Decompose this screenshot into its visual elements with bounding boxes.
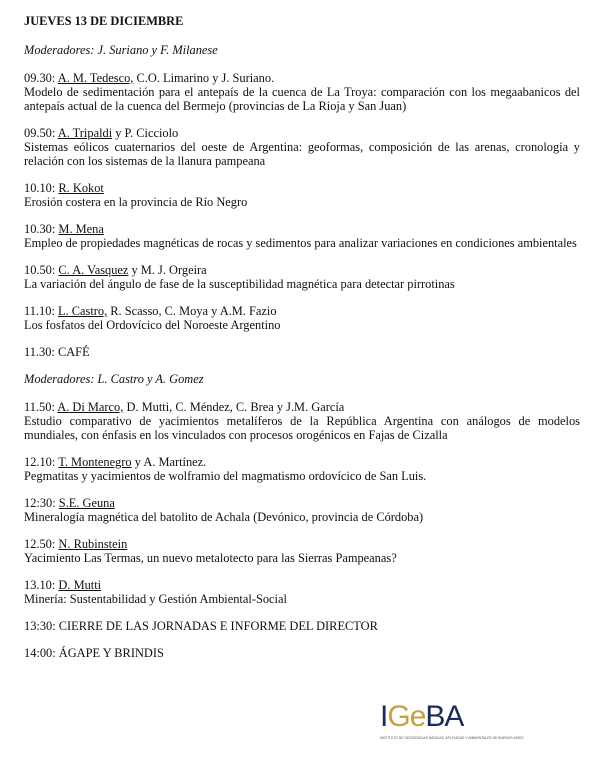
- talk-lead-author: L. Castro,: [57, 304, 108, 318]
- talk-time: 09.50:: [24, 126, 58, 140]
- talk-entry: [24, 400, 580, 442]
- talk-title: Mineralogía magnética del batolito de Achala (Devónico, provincia de Córdoba): [24, 510, 424, 524]
- talk-header: [24, 400, 580, 414]
- talk-entry: [24, 455, 580, 483]
- talk-time: 12.10:: [24, 455, 59, 469]
- talk-header: [24, 537, 580, 551]
- talk-time: 11.50:: [24, 400, 58, 414]
- talk-entry: [24, 496, 580, 524]
- talk-lead-author: S.E. Geuna: [58, 496, 115, 510]
- talk-entry: [24, 222, 580, 250]
- talk-header: [24, 222, 580, 236]
- moderators-session-2: Moderadores: L. Castro y A. Gomez: [24, 372, 204, 386]
- talk-time: 10.10:: [24, 181, 59, 195]
- session-1-talks: [24, 71, 580, 332]
- talk-lead-author: A. Tripaldi: [57, 126, 113, 140]
- talk-header: [24, 263, 580, 277]
- talk-time: 12.50:: [24, 537, 59, 551]
- closing-item: 13:30: CIERRE DE LAS JORNADAS E INFORME DEL DIRECTOR: [24, 619, 378, 633]
- talk-header: [24, 496, 580, 510]
- talk-header: [24, 578, 580, 592]
- talk-header: [24, 304, 580, 318]
- talk-entry: [24, 537, 580, 565]
- moderators-session-1: Moderadores: J. Suriano y F. Milanese: [24, 43, 218, 57]
- talk-header: [24, 181, 580, 195]
- program-document: [24, 14, 580, 673]
- igeba-logo: [380, 700, 524, 746]
- talk-lead-author: A. M. Tedesco,: [57, 71, 134, 85]
- talk-header: [24, 71, 580, 85]
- day-title: JUEVES 13 DE DICIEMBRE: [24, 14, 184, 28]
- talk-time: 12:30:: [24, 496, 59, 510]
- talk-title: Minería: Sustentabilidad y Gestión Ambiental-Social: [24, 592, 287, 606]
- talk-coauthors: y M. J. Orgeira: [128, 263, 207, 277]
- talk-entry: [24, 71, 580, 113]
- talk-title: Empleo de propiedades magnéticas de rocas y sedimentos para analizar variaciones en condiciones ambientales: [24, 236, 577, 250]
- talk-lead-author: R. Kokot: [58, 181, 104, 195]
- talk-entry: [24, 181, 580, 209]
- talk-time: 13.10:: [24, 578, 59, 592]
- logo-tagline: INSTITUTO DE GEOCIENCIAS BÁSICAS, APLICADAS Y AMBIENTALES DE BUENOS AIRES: [380, 736, 524, 740]
- talk-entry: [24, 304, 580, 332]
- talk-lead-author: M. Mena: [58, 222, 104, 236]
- talk-lead-author: T. Montenegro: [58, 455, 132, 469]
- talk-title: Sistemas eólicos cuaternarios del oeste de Argentina: geoformas, composición de las arenas, cronología y relación con los sistemas de la llanura pampeana: [24, 140, 580, 168]
- talk-coauthors: D. Mutti, C. Méndez, C. Brea y J.M. García: [123, 400, 345, 414]
- talk-entry: [24, 578, 580, 606]
- talk-title: Yacimiento Las Termas, un nuevo metalotecto para las Sierras Pampeanas?: [24, 551, 397, 565]
- talk-entry: [24, 126, 580, 168]
- talk-coauthors: y P. Cicciolo: [112, 126, 179, 140]
- talk-lead-author: N. Rubinstein: [58, 537, 128, 551]
- talk-header: [24, 455, 580, 469]
- talk-lead-author: D. Mutti: [58, 578, 102, 592]
- talk-time: 11.10:: [24, 304, 58, 318]
- talk-title: Estudio comparativo de yacimientos metalíferos de la República Argentina con análogos de modelos mundiales, con énfasis en los vinculados con procesos orogénicos en Fajas de Cizalla: [24, 414, 580, 442]
- talk-time: 10.30:: [24, 222, 59, 236]
- talk-lead-author: C. A. Vasquez: [58, 263, 129, 277]
- talk-entry: [24, 263, 580, 291]
- talk-time: 10.50:: [24, 263, 59, 277]
- logo-text: IGeBA: [380, 700, 464, 733]
- talk-coauthors: C.O. Limarino y J. Suriano.: [133, 71, 275, 85]
- coffee-break: 11.30: CAFÉ: [24, 345, 90, 359]
- talk-title: Modelo de sedimentación para el antepaís de la cuenca de La Troya: comparación con los megaabanicos del antepaís actual de la cuenca del Bermejo (provincias de La Rioja y San Juan): [24, 85, 580, 113]
- talk-header: [24, 126, 580, 140]
- talk-title: Erosión costera en la provincia de Río Negro: [24, 195, 248, 209]
- talk-title: Pegmatitas y yacimientos de wolframio del magmatismo ordovícico de San Luis.: [24, 469, 427, 483]
- talk-title: Los fosfatos del Ordovícico del Noroeste Argentino: [24, 318, 281, 332]
- session-2-talks: [24, 400, 580, 606]
- talk-coauthors: y A. Martínez.: [131, 455, 207, 469]
- talk-title: La variación del ángulo de fase de la susceptibilidad magnética para detectar pirrotinas: [24, 277, 455, 291]
- talk-coauthors: R. Scasso, C. Moya y A.M. Fazio: [107, 304, 277, 318]
- talk-lead-author: A. Di Marco,: [57, 400, 124, 414]
- talk-time: 09.30:: [24, 71, 58, 85]
- agape-item: 14:00: ÁGAPE Y BRINDIS: [24, 646, 164, 660]
